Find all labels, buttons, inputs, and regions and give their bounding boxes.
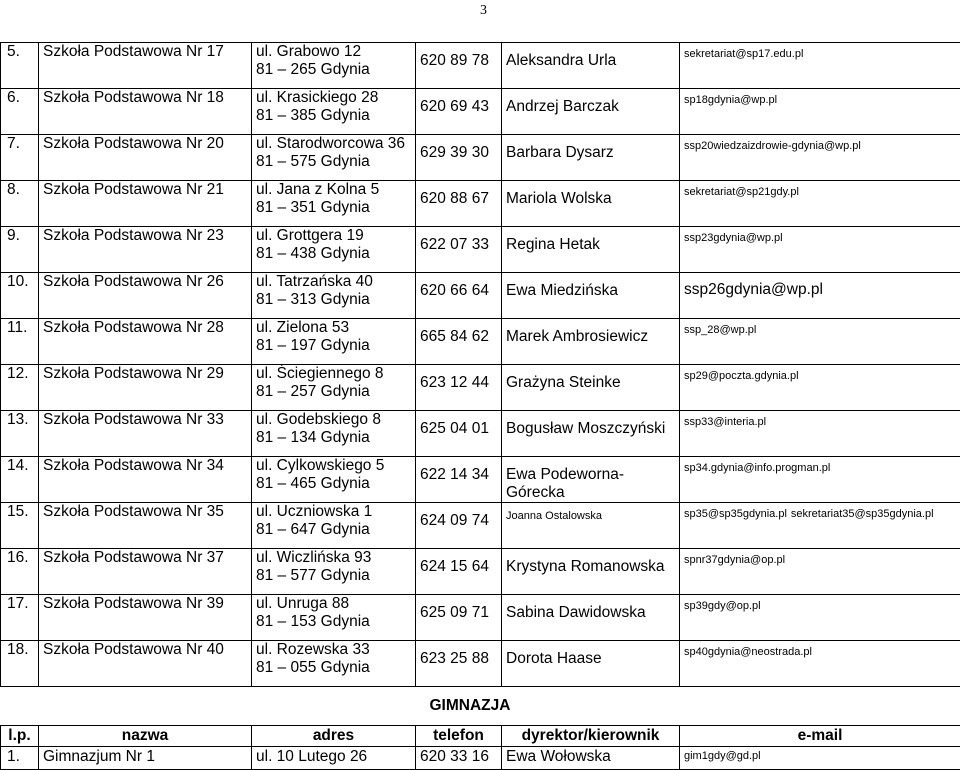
school-address xyxy=(252,641,416,687)
street: ul. Zielona 53 xyxy=(256,319,411,337)
school-director: Bogusław Moszczyński xyxy=(502,411,680,457)
school-phone: 623 12 44 xyxy=(416,365,502,411)
postal-city: 81 – 197 Gdynia xyxy=(256,337,411,355)
school-phone: 620 69 43 xyxy=(416,89,502,135)
header-email: e-mail xyxy=(680,726,960,747)
school-name: Gimnazjum Nr 1 xyxy=(39,747,252,770)
street: ul. Wiczlińska 93 xyxy=(256,549,411,567)
school-director: Grażyna Steinke xyxy=(502,365,680,411)
school-director: Marek Ambrosiewicz xyxy=(502,319,680,365)
school-email[interactable]: ssp33@interia.pl xyxy=(680,411,960,457)
school-email[interactable]: sp29@poczta.gdynia.pl xyxy=(680,365,960,411)
header-name: nazwa xyxy=(39,726,252,747)
school-phone: 625 09 71 xyxy=(416,595,502,641)
school-address xyxy=(252,365,416,411)
school-address xyxy=(252,549,416,595)
school-name: Szkoła Podstawowa Nr 17 xyxy=(39,43,252,89)
table-row xyxy=(1,595,960,641)
street: ul. Rozewska 33 xyxy=(256,641,411,659)
school-phone: 622 07 33 xyxy=(416,227,502,273)
school-address xyxy=(252,89,416,135)
table-row xyxy=(1,43,960,89)
postal-city: 81 – 134 Gdynia xyxy=(256,429,411,447)
postal-city: 81 – 575 Gdynia xyxy=(256,153,411,171)
gimnazja-title: GIMNAZJA xyxy=(416,687,960,726)
row-number: 13. xyxy=(1,411,39,457)
table-row xyxy=(1,411,960,457)
postal-city: 81 – 313 Gdynia xyxy=(256,291,411,309)
table-row xyxy=(1,227,960,273)
school-email[interactable]: spnr37gdynia@op.pl xyxy=(680,549,960,595)
school-email[interactable]: sp40gdynia@neostrada.pl xyxy=(680,641,960,687)
table-row xyxy=(1,641,960,687)
email-primary[interactable]: sp35@sp35gdynia.pl xyxy=(684,508,787,520)
row-number: 8. xyxy=(1,181,39,227)
school-name: Szkoła Podstawowa Nr 26 xyxy=(39,273,252,319)
school-director: Ewa Wołowska xyxy=(502,747,680,770)
school-email[interactable]: ssp23gdynia@wp.pl xyxy=(680,227,960,273)
row-number: 7. xyxy=(1,135,39,181)
school-address xyxy=(252,273,416,319)
school-name: Szkoła Podstawowa Nr 18 xyxy=(39,89,252,135)
postal-city: 81 – 465 Gdynia xyxy=(256,475,411,493)
table-row xyxy=(1,747,960,770)
table-row xyxy=(1,319,960,365)
school-address xyxy=(252,135,416,181)
school-name: Szkoła Podstawowa Nr 39 xyxy=(39,595,252,641)
postal-city: 81 – 385 Gdynia xyxy=(256,107,411,125)
school-director: Mariola Wolska xyxy=(502,181,680,227)
row-number: 10. xyxy=(1,273,39,319)
school-director: Barbara Dysarz xyxy=(502,135,680,181)
street: ul. Tatrzańska 40 xyxy=(256,273,411,291)
school-name: Szkoła Podstawowa Nr 34 xyxy=(39,457,252,503)
street: ul. Uczniowska 1 xyxy=(256,503,411,521)
school-name: Szkoła Podstawowa Nr 21 xyxy=(39,181,252,227)
street: ul. Grabowo 12 xyxy=(256,43,411,61)
header-address: adres xyxy=(252,726,416,747)
postal-city: 81 – 055 Gdynia xyxy=(256,659,411,677)
table-row xyxy=(1,503,960,549)
school-phone: 620 66 64 xyxy=(416,273,502,319)
table-row xyxy=(1,89,960,135)
school-phone: 623 25 88 xyxy=(416,641,502,687)
street: ul. Godebskiego 8 xyxy=(256,411,411,429)
school-address: ul. 10 Lutego 26 xyxy=(252,747,416,770)
street: ul. Starodworcowa 36 xyxy=(256,135,411,153)
school-address xyxy=(252,181,416,227)
school-name: Szkoła Podstawowa Nr 40 xyxy=(39,641,252,687)
school-phone: 620 88 67 xyxy=(416,181,502,227)
school-phone: 665 84 62 xyxy=(416,319,502,365)
postal-city: 81 – 153 Gdynia xyxy=(256,613,411,631)
school-phone: 624 15 64 xyxy=(416,549,502,595)
schools-table xyxy=(0,42,960,770)
street: ul. Cylkowskiego 5 xyxy=(256,457,411,475)
page-number: 3 xyxy=(480,3,487,19)
street: ul. Jana z Kolna 5 xyxy=(256,181,411,199)
school-address xyxy=(252,411,416,457)
school-name: Szkoła Podstawowa Nr 23 xyxy=(39,227,252,273)
postal-city: 81 – 577 Gdynia xyxy=(256,567,411,585)
school-email[interactable]: ssp_28@wp.pl xyxy=(680,319,960,365)
row-number: 9. xyxy=(1,227,39,273)
postal-city: 81 – 438 Gdynia xyxy=(256,245,411,263)
school-director: Ewa Podeworna- Górecka xyxy=(502,457,680,503)
table-row xyxy=(1,135,960,181)
school-phone: 629 39 30 xyxy=(416,135,502,181)
school-email[interactable]: sp18gdynia@wp.pl xyxy=(680,89,960,135)
school-email[interactable]: ssp26gdynia@wp.pl xyxy=(680,273,960,319)
row-number: 5. xyxy=(1,43,39,89)
school-director: Sabina Dawidowska xyxy=(502,595,680,641)
school-address xyxy=(252,457,416,503)
school-email[interactable]: sekretariat@sp17.edu.pl xyxy=(680,43,960,89)
school-email[interactable]: ssp20wiedzaizdrowie-gdynia@wp.pl xyxy=(680,135,960,181)
postal-city: 81 – 265 Gdynia xyxy=(256,61,411,79)
school-email[interactable]: sekretariat@sp21gdy.pl xyxy=(680,181,960,227)
school-director: Dorota Haase xyxy=(502,641,680,687)
school-director: Krystyna Romanowska xyxy=(502,549,680,595)
school-phone: 622 14 34 xyxy=(416,457,502,503)
school-name: Szkoła Podstawowa Nr 33 xyxy=(39,411,252,457)
school-director: Joanna Ostalowska xyxy=(502,503,680,549)
email-secondary[interactable]: sekretariat35@sp35gdynia.pl xyxy=(791,508,934,520)
header-lp: l.p. xyxy=(1,726,39,747)
street: ul. Grottgera 19 xyxy=(256,227,411,245)
row-number: 1. xyxy=(1,747,39,770)
table-row xyxy=(1,273,960,319)
row-number: 18. xyxy=(1,641,39,687)
header-director: dyrektor/kierownik xyxy=(502,726,680,747)
school-email[interactable]: gim1gdy@gd.pl xyxy=(680,747,960,770)
school-phone: 625 04 01 xyxy=(416,411,502,457)
school-phone: 620 33 16 xyxy=(416,747,502,770)
school-name: Szkoła Podstawowa Nr 37 xyxy=(39,549,252,595)
school-phone: 624 09 74 xyxy=(416,503,502,549)
street: ul. Ściegiennego 8 xyxy=(256,365,411,383)
street: ul. Unruga 88 xyxy=(256,595,411,613)
school-address xyxy=(252,319,416,365)
school-name: Szkoła Podstawowa Nr 28 xyxy=(39,319,252,365)
school-phone: 620 89 78 xyxy=(416,43,502,89)
school-address xyxy=(252,227,416,273)
postal-city: 81 – 351 Gdynia xyxy=(256,199,411,217)
school-email[interactable]: sp39gdy@op.pl xyxy=(680,595,960,641)
postal-city: 81 – 647 Gdynia xyxy=(256,521,411,539)
school-email[interactable]: sp34.gdynia@info.progman.pl xyxy=(680,457,960,503)
school-address xyxy=(252,503,416,549)
gimnazja-title-row xyxy=(1,687,960,726)
row-number: 12. xyxy=(1,365,39,411)
school-address xyxy=(252,43,416,89)
row-number: 16. xyxy=(1,549,39,595)
school-director: Ewa Miedzińska xyxy=(502,273,680,319)
school-name: Szkoła Podstawowa Nr 29 xyxy=(39,365,252,411)
table-row xyxy=(1,181,960,227)
table-row xyxy=(1,549,960,595)
school-name: Szkoła Podstawowa Nr 35 xyxy=(39,503,252,549)
table-row xyxy=(1,365,960,411)
school-email[interactable] xyxy=(680,503,960,549)
table-row xyxy=(1,457,960,503)
row-number: 14. xyxy=(1,457,39,503)
gimnazja-header-row xyxy=(1,726,960,747)
school-address xyxy=(252,595,416,641)
header-phone: telefon xyxy=(416,726,502,747)
row-number: 11. xyxy=(1,319,39,365)
street: ul. Krasickiego 28 xyxy=(256,89,411,107)
school-director: Regina Hetak xyxy=(502,227,680,273)
row-number: 15. xyxy=(1,503,39,549)
school-name: Szkoła Podstawowa Nr 20 xyxy=(39,135,252,181)
postal-city: 81 – 257 Gdynia xyxy=(256,383,411,401)
school-director: Andrzej Barczak xyxy=(502,89,680,135)
school-director: Aleksandra Urla xyxy=(502,43,680,89)
row-number: 17. xyxy=(1,595,39,641)
row-number: 6. xyxy=(1,89,39,135)
